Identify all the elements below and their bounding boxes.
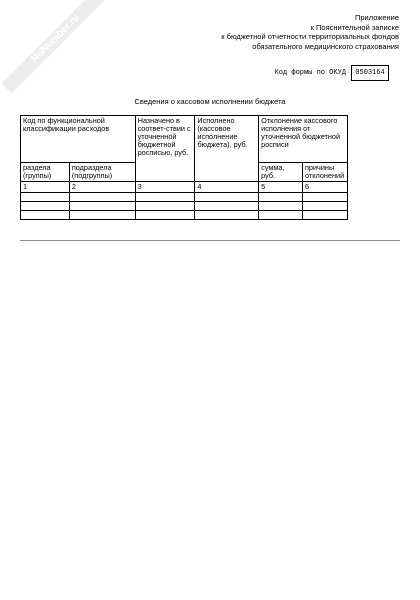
header-row [21,116,348,163]
table-cell [195,211,259,220]
okud-code-box [351,65,389,81]
table-cell [195,202,259,211]
header-reasons: причины отклонений [302,163,347,182]
table-cell [69,193,135,202]
document-header [221,13,399,51]
header-subsection: подраздела (подгруппы) [69,163,135,182]
column-number: 1 [21,182,70,193]
column-number: 2 [69,182,135,193]
table-row [21,211,348,220]
header-line: к Пояснительной записке [310,22,399,32]
divider [20,240,400,241]
column-number: 6 [302,182,347,193]
okud-code-block [275,65,389,81]
column-number: 5 [259,182,303,193]
okud-label: Код формы по ОКУД [274,69,346,77]
header-code: Код по функциональной классификации расходов [21,116,136,163]
table-cell [195,193,259,202]
table-cell [21,202,70,211]
table-cell [21,193,70,202]
table-cell [259,193,303,202]
header-line: Приложение [355,13,399,22]
header-line: обязательного медицинского страхования [252,41,399,51]
header-executed: Исполнено (кассовое исполнение бюджета), руб. [195,116,259,182]
okud-code: 0503164 [355,69,385,77]
table-cell [69,211,135,220]
table-cell [21,211,70,220]
table-row [21,193,348,202]
table-cell [302,202,347,211]
column-number-row [21,182,348,193]
table-cell [259,211,303,220]
header-section: раздела (группы) [21,163,70,182]
header-line: к бюджетной отчетности территориальных фондов [221,32,399,41]
table-row [21,202,348,211]
column-number: 4 [195,182,259,193]
table-cell [135,202,195,211]
table-cell [259,202,303,211]
table-cell [302,211,347,220]
report-table [20,115,348,220]
header-assigned: Назначено в соответ-ствии с уточненной бюджетной росписью, руб. [135,116,195,182]
header-sum: сумма, руб. [259,163,303,182]
table-cell [69,202,135,211]
page-title: Сведения о кассовом исполнении бюджета [134,97,286,106]
table-cell [302,193,347,202]
table-cell [135,193,195,202]
watermark: NoNumber.ru [2,0,111,93]
column-number: 3 [135,182,195,193]
header-deviation: Отклонение кассового исполнения от уточненной бюджетной росписи [259,116,348,163]
table-cell [135,211,195,220]
